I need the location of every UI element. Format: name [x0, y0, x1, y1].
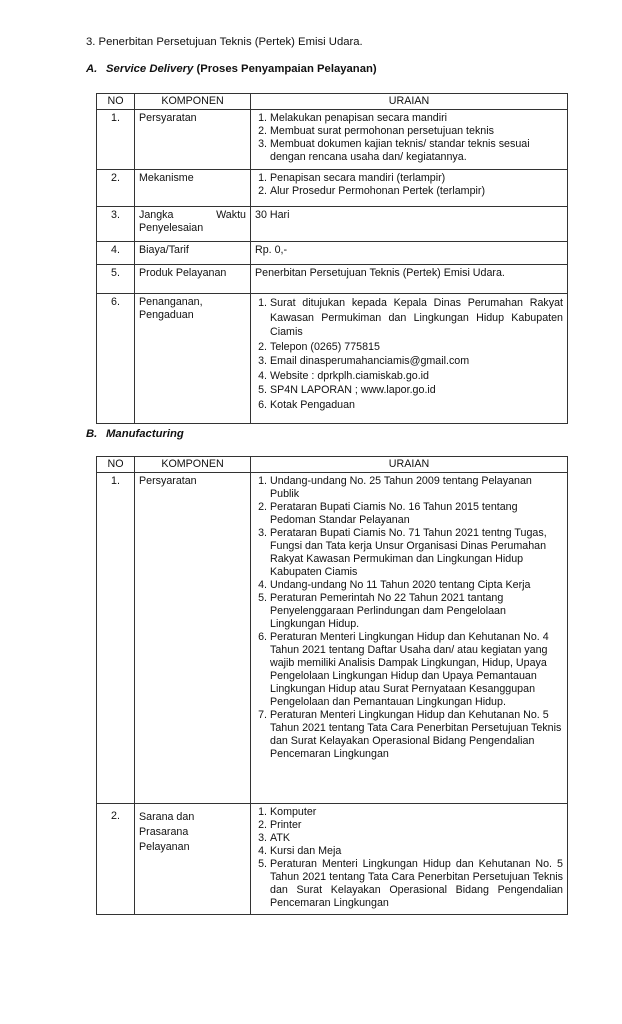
row-uraian: Rp. 0,-	[251, 242, 568, 265]
row-komponen	[135, 294, 251, 424]
table-row	[97, 207, 568, 242]
manufacturing-table	[96, 456, 568, 915]
list-item: 6. Kotak Pengaduan	[270, 398, 563, 413]
header-uraian: URAIAN	[251, 94, 568, 110]
list-item: 2. Telepon (0265) 775815	[270, 340, 563, 355]
list-item: 4. Kursi dan Meja	[270, 845, 563, 858]
row-komponen	[135, 207, 251, 242]
header-komponen: KOMPONEN	[135, 457, 251, 473]
komponen-line: Prasarana	[139, 826, 189, 838]
list-item: 7. Peraturan Menteri Lingkungan Hidup dan Kehutanan No. 5 Tahun 2021 tentang Tata Cara Penerbitan Persetujuan Teknis dan Surat Kelayakan Operasional Bidang Pengendalian Pencemaran Lingkungan	[270, 709, 563, 761]
list-item: 5. Peraturan Menteri Lingkungan Hidup dan Kehutanan No. 5 Tahun 2021 tentang Tata Cara Penerbitan Persetujuan Teknis dan Surat Kelayakan Operasional Bidang Pengendalian Pencemaran Lingkungan	[270, 858, 563, 910]
list-item: 4. Website : dprkplh.ciamiskab.go.id	[270, 369, 563, 384]
list-item: 1. Penapisan secara mandiri (terlampir)	[270, 172, 563, 185]
list-item: 2. Printer	[270, 819, 563, 832]
section-a-letter: A.	[86, 63, 98, 75]
row-uraian	[251, 110, 568, 170]
list-item: 6. Peraturan Menteri Lingkungan Hidup dan Kehutanan No. 4 Tahun 2021 tentang Daftar Usaha dan/ atau kegiatan yang wajib memiliki Analisis Dampak Lingkungan, Hidup, Upaya Pengelolaan Lingkungan Hidup dan Upaya Pemantauan Lingkungan Hidup atau Surat Pernyataan Kesanggupan Pengelolaan dan Pemantauan Lingkungan Hidup.	[270, 631, 563, 709]
row-uraian	[251, 804, 568, 915]
list-item: 1. Surat ditujukan kepada Kepala Dinas Perumahan Rakyat Kawasan Permukiman dan Lingkungan Hidup Kabupaten Ciamis	[270, 296, 563, 340]
header-komponen: KOMPONEN	[135, 94, 251, 110]
list-item: 1. Undang-undang No. 25 Tahun 2009 tentang Pelayanan Publik	[270, 475, 563, 501]
intro-line: 3. Penerbitan Persetujuan Teknis (Pertek) Emisi Udara.	[86, 36, 363, 48]
section-a-heading	[86, 63, 377, 75]
row-uraian	[251, 170, 568, 207]
row-komponen	[135, 804, 251, 915]
list-item: 5. SP4N LAPORAN ; www.lapor.go.id	[270, 383, 563, 398]
table-row	[97, 110, 568, 170]
table-row	[97, 473, 568, 804]
row-uraian	[251, 294, 568, 424]
list-item: 1. Melakukan penapisan secara mandiri	[270, 112, 563, 125]
row-no: 3.	[97, 207, 135, 242]
section-b-title-italic: Manufacturing	[106, 428, 184, 440]
header-no: NO	[97, 94, 135, 110]
table-row	[97, 804, 568, 915]
row-no: 2.	[97, 170, 135, 207]
row-uraian: Penerbitan Persetujuan Teknis (Pertek) Emisi Udara.	[251, 265, 568, 294]
section-a-title-italic: Service Delivery	[106, 63, 194, 75]
row-no: 6.	[97, 294, 135, 424]
list-item: 5. Peraturan Pemerintah No 22 Tahun 2021 tantang Penyelenggaraan Perlindungan dam Pengelolaan Lingkungan Hidup.	[270, 592, 563, 631]
row-uraian	[251, 473, 568, 804]
komponen-line: Sarana dan	[139, 811, 195, 823]
row-no: 5.	[97, 265, 135, 294]
row-no: 1.	[97, 110, 135, 170]
row-komponen: Persyaratan	[135, 473, 251, 804]
list-item: 3. Email dinasperumahanciamis@gmail.com	[270, 354, 563, 369]
row-komponen: Produk Pelayanan	[135, 265, 251, 294]
row-no: 1.	[97, 473, 135, 804]
table-row	[97, 242, 568, 265]
uraian-list	[255, 112, 563, 164]
table-header-row	[97, 457, 568, 473]
row-komponen: Persyaratan	[135, 110, 251, 170]
section-b-letter: B.	[86, 428, 98, 440]
row-komponen: Mekanisme	[135, 170, 251, 207]
row-no: 4.	[97, 242, 135, 265]
komponen-line: Penyelesaian	[139, 222, 204, 234]
komponen-line: Jangka Waktu	[139, 209, 246, 221]
section-a-title-rest: (Proses Penyampaian Pelayanan)	[193, 63, 377, 75]
komponen-line: Penanganan,	[139, 296, 203, 308]
table-row	[97, 294, 568, 424]
list-item: 2. Perataran Bupati Ciamis No. 16 Tahun 2015 tentang Pedoman Standar Pelayanan	[270, 501, 563, 527]
table-row	[97, 265, 568, 294]
row-no: 2.	[97, 804, 135, 915]
row-komponen: Biaya/Tarif	[135, 242, 251, 265]
komponen-line: Pelayanan	[139, 841, 190, 853]
service-delivery-table	[96, 93, 568, 424]
section-b-heading	[86, 428, 184, 440]
list-item: 3. Perataran Bupati Ciamis No. 71 Tahun 2021 tentng Tugas, Fungsi dan Tata kerja Unsur Organisasi Dinas Perumahan Rakyat Kawasan Permukiman dan Lingkungan Hidup Kabupaten Ciamis	[270, 527, 563, 579]
list-item: 4. Undang-undang No 11 Tahun 2020 tentang Cipta Kerja	[270, 579, 563, 592]
list-item: 3. ATK	[270, 832, 563, 845]
header-uraian: URAIAN	[251, 457, 568, 473]
komponen-line: Pengaduan	[139, 309, 194, 321]
table-row	[97, 170, 568, 207]
uraian-list	[255, 172, 563, 198]
list-item: 3. Membuat dokumen kajian teknis/ standar teknis sesuai dengan rencana usaha dan/ kegiatannya.	[270, 138, 563, 164]
uraian-list	[255, 806, 563, 910]
list-item: 2. Alur Prosedur Permohonan Pertek (terlampir)	[270, 185, 563, 198]
uraian-list	[255, 475, 563, 761]
list-item: 2. Membuat surat permohonan persetujuan teknis	[270, 125, 563, 138]
uraian-list	[255, 296, 563, 412]
list-item: 1. Komputer	[270, 806, 563, 819]
header-no: NO	[97, 457, 135, 473]
row-uraian: 30 Hari	[251, 207, 568, 242]
table-header-row	[97, 94, 568, 110]
